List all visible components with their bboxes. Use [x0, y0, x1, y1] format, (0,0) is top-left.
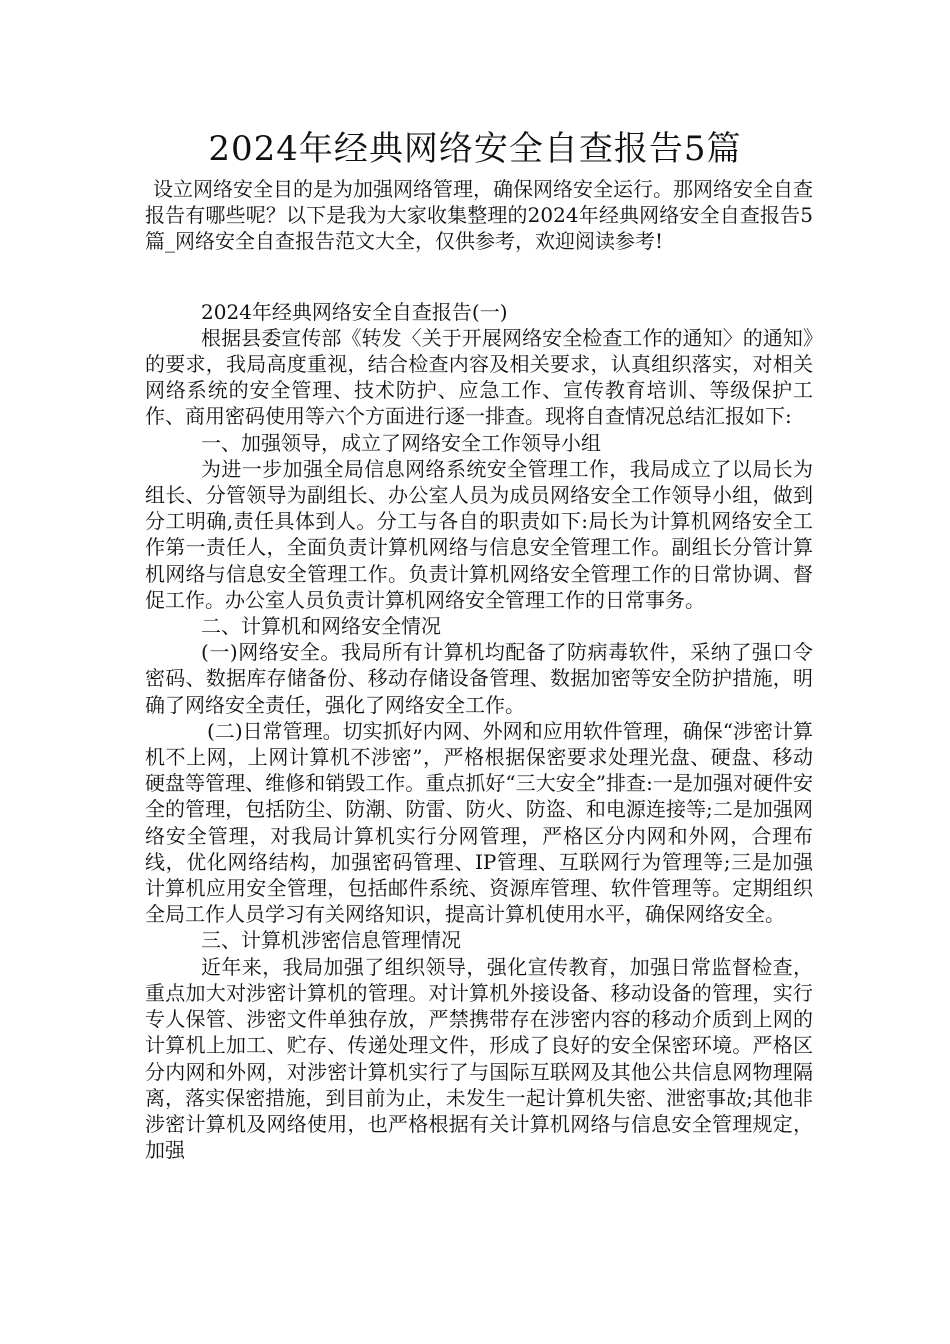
section-heading: 2024年经典网络安全自查报告(一) — [201, 299, 508, 324]
body-paragraph: (一)网络安全。我局所有计算机均配备了防病毒软件，采纳了强口令密码、数据库存储备份、移动存储设备管理、数据加密等安全防护措施，明确了网络安全责任，强化了网络安全工作。 — [145, 640, 813, 717]
body-paragraph: 近年来，我局加强了组织领导，强化宣传教育，加强日常监督检查，重点加大对涉密计算机的管理。对计算机外接设备、移动设备的管理，实行专人保管、涉密文件单独存放，严禁携带存在涉密内容的移动介质到上网的计算机上加工、贮存、传递处理文件，形成了良好的安全保密环境。严格区分内网和外网，对涉密计算机实行了与国际互联网及其他公共信息网物理隔离，落实保密措施，到目前为止，未发生一起计算机失密、泄密事故;其他非涉密计算机及网络使用，也严格根据有关计算机网络与信息安全管理规定，加强 — [145, 954, 813, 1163]
subheading: 二、计算机和网络安全情况 — [201, 614, 441, 639]
body-paragraph: (二)日常管理。切实抓好内网、外网和应用软件管理，确保“涉密计算机不上网，上网计算机不涉密”，严格根据保密要求处理光盘、硬盘、移动硬盘等管理、维修和销毁工作。重点抓好“三大安全”排查:一是加强对硬件安全的管理，包括防尘、防潮、防雷、防火、防盗、和电源连接等;二是加强网络安全管理，对我局计算机实行分网管理，严格区分内网和外网，合理布线，优化网络结构，加强密码管理、IP管理、互联网行为管理等;三是加强计算机应用安全管理，包括邮件系统、资源库管理、软件管理等。定期组织全局工作人员学习有关网络知识，提高计算机使用水平，确保网络安全。 — [145, 718, 813, 927]
body-paragraph: 根据县委宣传部《转发〈关于开展网络安全检查工作的通知〉的通知》的要求，我局高度重视，结合检查内容及相关要求，认真组织落实，对相关网络系统的安全管理、技术防护、应急工作、宣传教育培训、等级保护工作、商用密码使用等六个方面进行逐一排查。现将自查情况总结汇报如下: — [145, 325, 813, 429]
intro-paragraph: 设立网络安全目的是为加强网络管理，确保网络安全运行。那网络安全自查报告有哪些呢？以下是我为大家收集整理的2024年经典网络安全自查报告5篇_网络安全自查报告范文大全，仅供参考，欢迎阅读参考! — [145, 177, 813, 254]
subheading: 一、加强领导，成立了网络安全工作领导小组 — [201, 430, 601, 455]
document-body — [145, 176, 813, 1163]
paragraph-gap — [145, 255, 813, 299]
body-paragraph: 为进一步加强全局信息网络系统安全管理工作，我局成立了以局长为组长、分管领导为副组长、办公室人员为成员网络安全工作领导小组，做到分工明确,责任具体到人。分工与各自的职责如下:局长为计算机网络安全工作第一责任人，全面负责计算机网络与信息安全管理工作。副组长分管计算机网络与信息安全管理工作。负责计算机网络安全管理工作的日常协调、督促工作。办公室人员负责计算机网络安全管理工作的日常事务。 — [145, 456, 813, 612]
document-title: 2024年经典网络安全自查报告5篇 — [208, 129, 742, 169]
subheading: 三、计算机涉密信息管理情况 — [201, 928, 461, 953]
